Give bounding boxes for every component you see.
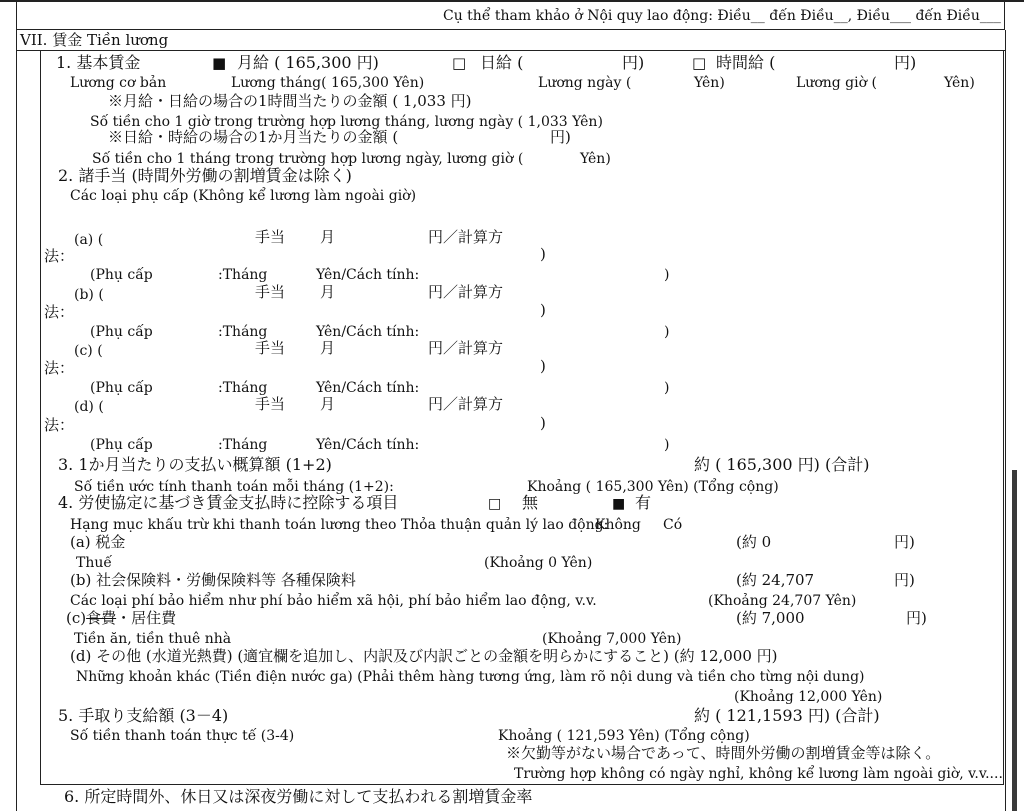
monthly-checkbox[interactable]: ■: [212, 54, 227, 72]
allowance-b-close: ): [540, 301, 546, 319]
hourly-amount-note-jp: ※月給・日給の場合の1時間当たりの金額 ( 1,033 円): [108, 92, 472, 110]
allowance-c-vn-close: ): [664, 380, 670, 396]
allowance-a-yen: 円／計算方: [428, 228, 504, 246]
allowance-c-teate: 手当: [255, 339, 286, 357]
hourly-amount-note-vn: Số tiền cho 1 giờ trong trường hợp lương tháng, lương ngày ( 1,033 Yên): [90, 114, 603, 130]
monthly-wage-vn: Lương tháng( 165,300 Yên): [231, 75, 425, 91]
insurance-label-jp: (b) 社会保険料・労働保険料等 各種保険料: [70, 571, 356, 589]
monthly-amount-note-jp: ※日給・時給の場合の1か月当たりの金額 (: [108, 128, 399, 146]
section7-title-border: [16, 50, 1005, 51]
section7-title: VII. 賃金 Tiền lương: [20, 31, 169, 49]
housing-cost-label: ・居住費: [116, 609, 177, 627]
allowance-a-month: 月: [320, 228, 336, 246]
insurance-amount-vn: (Khoảng 24,707 Yên): [708, 593, 857, 609]
allowance-a-teate: 手当: [255, 228, 286, 246]
allowance-c-vn-phu: (Phụ cấp: [90, 380, 153, 396]
other-deduction-amount-vn: (Khoảng 12,000 Yên): [734, 689, 883, 705]
allowance-a-label: (a) (: [74, 232, 104, 248]
other-deduction-vn: Những khoản khác (Tiền điện nước ga) (Phải thêm hàng tương ứng, làm rõ nội dung và tiền cho từng nội dung): [76, 669, 865, 685]
allowance-d-label: (d) (: [74, 399, 104, 415]
tax-amount-jp: (約 0: [736, 533, 772, 551]
allowance-b-month: 月: [320, 283, 336, 301]
hourly-wage-jp: 時間給 (: [716, 53, 776, 72]
allowance-a-close: ): [540, 245, 546, 263]
allowance-c-hou: 法：: [44, 359, 75, 377]
overtime-rate-heading: 6. 所定時間外、休日又は深夜労働に対して支払われる割増賃金率: [64, 787, 533, 806]
estimate-heading-jp: 3. 1か月当たりの支払い概算額 (1+2): [58, 455, 332, 474]
allowance-d-vn-thang: :Tháng: [218, 437, 268, 453]
deduction-yes-checkbox[interactable]: ■: [612, 496, 626, 512]
monthly-amount-note-vn-unit: Yên): [580, 151, 611, 167]
allowance-c-yen: 円／計算方: [428, 339, 504, 357]
housing-label-vn: Tiền ăn, tiền thuê nhà: [74, 631, 232, 647]
allowance-a-vn-yen: Yên/Cách tính:: [316, 267, 420, 283]
hourly-wage-vn-unit: Yên): [944, 75, 975, 91]
deduction-yes-vn: Có: [663, 517, 683, 533]
allowance-c-close: ): [540, 357, 546, 375]
basic-wage-vn: Lương cơ bản: [70, 75, 167, 91]
housing-amount-vn: (Khoảng 7,000 Yên): [542, 631, 682, 647]
allowance-b-hou: 法：: [44, 303, 75, 321]
estimate-amount-jp: 約 ( 165,300 円) (合計): [694, 455, 870, 474]
housing-label-jp: [66, 611, 176, 626]
inner-left-border: [40, 50, 41, 784]
allowance-c-vn-yen: Yên/Cách tính:: [316, 380, 420, 396]
takehome-heading-jp: 5. 手取り支給額 (3－4): [58, 706, 229, 725]
hourly-wage-vn: Lương giờ (: [796, 75, 877, 91]
housing-unit-jp: 円): [906, 609, 927, 627]
deduction-no-label: 無: [522, 493, 539, 512]
tax-amount-vn: (Khoảng 0 Yên): [484, 555, 593, 571]
takehome-amount-vn: Khoảng ( 121,593 Yên) (Tổng cộng): [498, 728, 750, 744]
takehome-note-jp: ※欠勤等がない場合であって、時間外労働の割増賃金等は除く。: [506, 744, 941, 762]
housing-prefix: (c): [66, 609, 87, 627]
deduction-no-vn: Không: [595, 517, 641, 533]
allowance-a-vn-close: ): [664, 267, 670, 283]
allowance-d-close: ): [540, 414, 546, 432]
allowance-a-vn-thang: :Tháng: [218, 267, 268, 283]
allowance-b-vn-thang: :Tháng: [218, 324, 268, 340]
inner-right-border: [1003, 50, 1004, 784]
estimate-heading-vn: Số tiền ước tính thanh toán mỗi tháng (1+2):: [74, 479, 394, 495]
monthly-amount-note-jp-unit: 円): [550, 128, 571, 146]
allowance-a-vn-phu: (Phụ cấp: [90, 267, 153, 283]
allowance-heading-jp: 2. 諸手当 (時間外労働の割増賃金は除く): [58, 166, 352, 185]
allowance-d-vn-close: ): [664, 437, 670, 453]
deduction-heading-jp: 4. 労使協定に基づき賃金支払時に控除する項目: [58, 493, 399, 512]
allowance-d-month: 月: [320, 395, 336, 413]
top-clip-edge: [0, 0, 1024, 2]
daily-checkbox[interactable]: □: [452, 54, 467, 72]
allowance-b-vn-yen: Yên/Cách tính:: [316, 324, 420, 340]
allowance-d-teate: 手当: [255, 395, 286, 413]
outer-right-border: [1005, 30, 1006, 811]
allowance-d-vn-yen: Yên/Cách tính:: [316, 437, 420, 453]
allowance-d-yen: 円／計算方: [428, 395, 504, 413]
allowance-b-teate: 手当: [255, 283, 286, 301]
housing-amount-jp: (約 7,000: [736, 609, 805, 627]
takehome-note-vn: Trường hợp không có ngày nghỉ, không kể lương làm ngoài giờ, v.v....: [514, 766, 1003, 782]
allowance-heading-vn: Các loại phụ cấp (Không kể lương làm ngoài giờ): [70, 188, 417, 204]
daily-wage-unit: 円): [622, 53, 645, 72]
allowance-c-vn-thang: :Tháng: [218, 380, 268, 396]
insurance-unit-jp: 円): [894, 571, 915, 589]
allowance-d-hou: 法：: [44, 416, 75, 434]
hourly-wage-unit: 円): [894, 53, 917, 72]
tax-label-vn: Thuế: [76, 555, 112, 571]
allowance-b-vn-phu: (Phụ cấp: [90, 324, 153, 340]
outer-right-border-top: [1004, 0, 1005, 30]
allowance-c-label: (c) (: [74, 343, 103, 359]
daily-wage-vn-unit: Yên): [694, 75, 725, 91]
insurance-amount-jp: (約 24,707: [736, 571, 815, 589]
takehome-heading-vn: Số tiền thanh toán thực tế (3-4): [70, 728, 295, 744]
daily-wage-vn: Lương ngày (: [538, 75, 632, 91]
section6-top-border: [40, 784, 1004, 785]
allowance-b-yen: 円／計算方: [428, 283, 504, 301]
deduction-yes-label: 有: [635, 493, 652, 512]
deduction-no-checkbox[interactable]: □: [488, 496, 502, 512]
daily-wage-jp: 日給 (: [480, 53, 524, 72]
allowance-a-hou: 法：: [44, 247, 75, 265]
monthly-amount-note-vn: Số tiền cho 1 tháng trong trường hợp lương ngày, lương giờ (: [92, 151, 524, 167]
tax-unit-jp: 円): [894, 533, 915, 551]
insurance-label-vn: Các loại phí bảo hiểm như phí bảo hiểm xã hội, phí bảo hiểm lao động, v.v.: [70, 593, 597, 609]
hourly-checkbox[interactable]: □: [692, 54, 707, 72]
tax-label-jp: (a) 税金: [70, 533, 126, 551]
other-deduction-jp: (d) その他 (水道光熱費) (適宜欄を追加し、内訳及び内訳ごとの金額を明らかにすること) (約 12,000 円): [70, 647, 778, 665]
section7-top-border: [16, 29, 1005, 30]
rules-reference-line: Cụ thể tham khảo ở Nội quy lao động: Điều__ đến Điều__, Điều___ đến Điều___: [443, 8, 1001, 24]
allowance-d-vn-phu: (Phụ cấp: [90, 437, 153, 453]
scrollbar-thumb[interactable]: [1012, 470, 1017, 811]
basic-wage-heading: 1. 基本賃金: [56, 53, 141, 72]
takehome-amount-jp: 約 ( 121,1593 円) (合計): [694, 706, 880, 725]
food-cost-struck: 食費: [86, 609, 117, 627]
deduction-heading-vn: Hạng mục khấu trừ khi thanh toán lương theo Thỏa thuận quản lý lao động:: [70, 517, 609, 533]
allowance-b-vn-close: ): [664, 324, 670, 340]
allowance-b-label: (b) (: [74, 287, 104, 303]
outer-left-border: [16, 0, 17, 811]
monthly-wage-jp: 月給 ( 165,300 円): [237, 53, 379, 72]
estimate-amount-vn: Khoảng ( 165,300 Yên) (Tổng cộng): [527, 479, 779, 495]
allowance-c-month: 月: [320, 339, 336, 357]
